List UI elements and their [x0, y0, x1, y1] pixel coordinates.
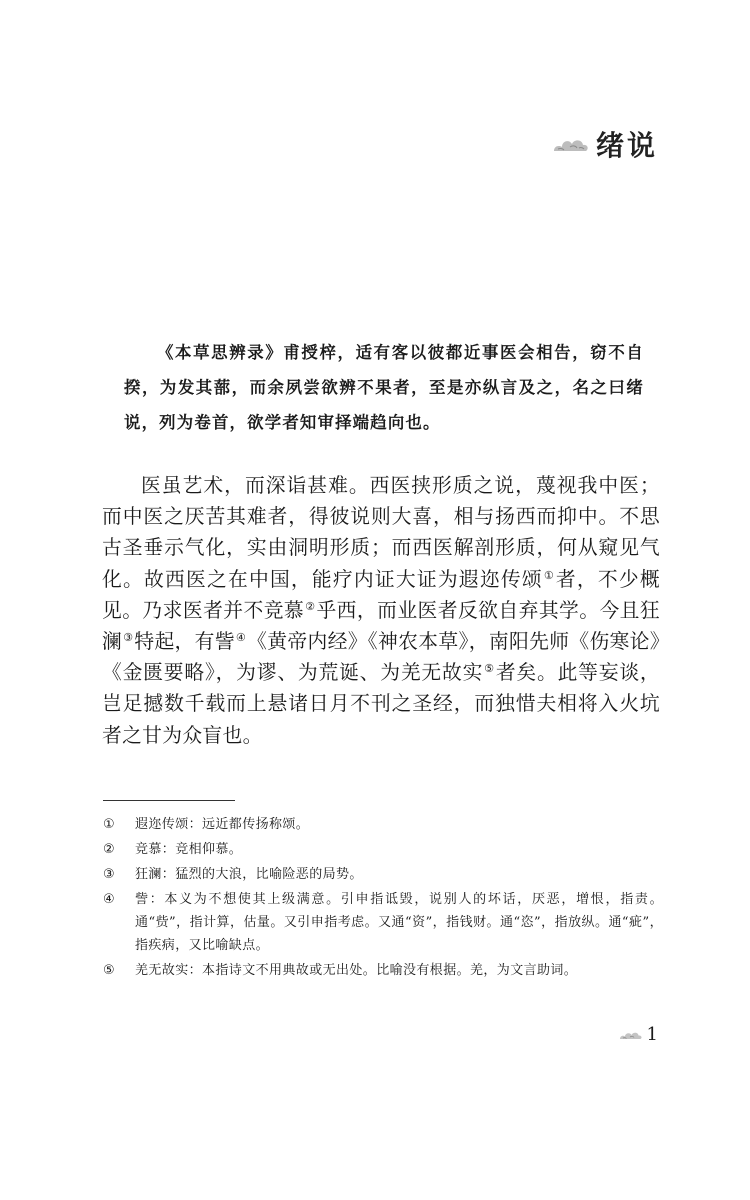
footnote-ref-5[interactable]: ⑤ [484, 662, 495, 676]
chapter-heading [552, 122, 658, 166]
chapter-title: 绪说 [595, 129, 658, 162]
footnotes [103, 813, 663, 984]
footnote-text: 訾：本义为不想使其上级满意。引申指诋毁，说别人的坏话，厌恶，增恨，指责。通“赀”，指计算，估量。又引申指考虑。又通“资”，指钱财。通“恣”，指放纵。通“疵”，指疾病，又比喻缺点。 [135, 892, 663, 953]
body-segment: 《黄帝内经》《神农本草》，南阳先师《伤寒论》《金匮要略》，为谬、为荒诞、为羌无故实 [102, 630, 660, 685]
footnote-text: 羌无故实：本指诗文不用典故或无出处。比喻没有根据。羌，为文言助词。 [135, 963, 578, 978]
page-number [619, 1024, 658, 1045]
cloud-ornament-icon [552, 133, 590, 155]
footnote-item [103, 838, 663, 861]
main-text [102, 470, 660, 751]
body-segment: 乎西，而业医者反欲自弃其学。今且狂澜 [102, 598, 660, 654]
footnote-ref-3[interactable]: ③ [123, 631, 134, 645]
body-segment: 者，不少概见。乃求医者并不竞慕 [102, 567, 660, 622]
footnote-item [103, 863, 663, 886]
footnote-number: ② [103, 842, 115, 857]
intro-paragraph [124, 335, 644, 440]
footnote-number: ⑤ [103, 963, 115, 978]
footnote-number: ④ [103, 892, 115, 907]
body-segment: 特起，有訾 [134, 630, 235, 654]
footnote-ref-2[interactable]: ② [305, 599, 316, 613]
body-segment: 者矣。此等妄谈，岂足撼数千载而上悬诸日月不刊之圣经，而独惜夫相将入火坑者之甘为众盲也。 [102, 661, 660, 747]
footnote-item [103, 813, 663, 836]
body-paragraph [102, 470, 660, 751]
footnote-ref-1[interactable]: ① [543, 568, 555, 582]
footnote-number: ① [103, 817, 115, 832]
body-segment: 医虽艺术，而深诣甚难。西医挟形质之说，蔑视我中医；而中医之厌苦其难者，得彼说则大喜，相与扬西而抑中。不思古圣垂示气化，实由洞明形质；而西医解剖形质，何从窥见气化。故西医之在中国，能疗内证大证为遐迩传颂 [102, 474, 660, 591]
page-number-text: 1 [646, 1024, 658, 1045]
footnote-divider [103, 800, 235, 801]
footnote-number: ③ [103, 867, 115, 882]
footnote-text: 狂澜：猛烈的大浪，比喻险恶的局势。 [135, 867, 363, 882]
intro-text: 《本草思辨录》甫授梓，适有客以彼都近事医会相告，窃不自揆，为发其蔀，而余夙尝欲辨不果者，至是亦纵言及之，名之曰绪说，列为卷首，欲学者知审择端趋向也。 [124, 343, 644, 432]
footnote-text: 遐迩传颂：远近都传扬称颂。 [135, 817, 310, 832]
footnote-item [103, 959, 663, 982]
footnote-text: 竞慕：竞相仰慕。 [135, 842, 243, 857]
cloud-ornament-icon [619, 1029, 643, 1041]
footnote-item [103, 888, 663, 957]
footnote-ref-4[interactable]: ④ [235, 631, 247, 645]
